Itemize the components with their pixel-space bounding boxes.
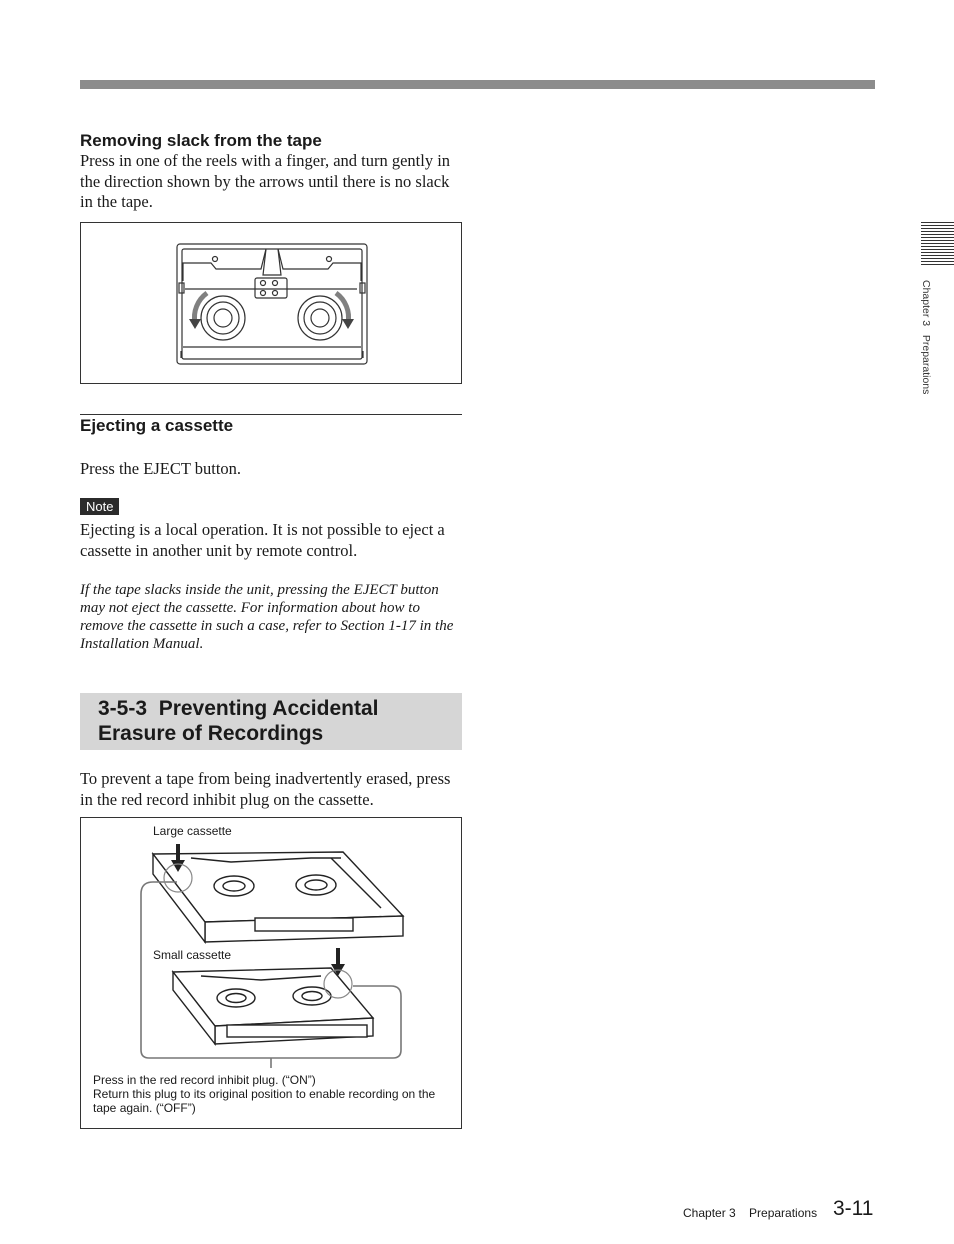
chapter-tab-lines: [921, 222, 954, 268]
section-title-band: [80, 693, 462, 750]
record-inhibit-figure: [80, 817, 462, 1129]
caption-line-1: Press in the red record inhibit plug. (“ON”): [93, 1073, 316, 1087]
eject-italic-note: If the tape slacks inside the unit, pressing the EJECT button may not eject the cassette. For information about how to remove the cassette in such a case, refer to Section 1-17 in the Installation Manual.: [80, 582, 454, 652]
large-cassette-label: Large cassette: [153, 824, 232, 838]
note-badge: Note: [80, 498, 119, 515]
section-title: [98, 696, 458, 746]
footer-chapter: Chapter 3 Preparations: [683, 1206, 818, 1220]
section-title-line-2: Erasure of Recordings: [98, 722, 324, 745]
slack-body: Press in one of the reels with a finger, and turn gently in the direction shown by the arrows until there is no slack in the tape.: [80, 151, 451, 211]
small-cassette-label: Small cassette: [153, 948, 232, 962]
eject-body: Press the EJECT button.: [80, 459, 242, 478]
cassette-reel-illustration: [81, 223, 461, 383]
header-rule: [80, 80, 875, 89]
cassette-reel-figure: [80, 222, 462, 384]
section-divider: [80, 414, 462, 415]
chapter-tab-label: Chapter 3 Preparations: [920, 280, 932, 395]
caption-line-3: tape again. (“OFF”): [93, 1101, 196, 1115]
figure-caption: [93, 1073, 459, 1115]
note-text: Ejecting is a local operation. It is not possible to eject a cassette in another unit by remote control.: [80, 520, 445, 560]
record-inhibit-illustration: [81, 818, 461, 1068]
erasure-body: To prevent a tape from being inadvertently erased, press in the red record inhibit plug on the cassette.: [80, 769, 451, 809]
section-title-line-1: 3-5-3 Preventing Accidental: [98, 697, 379, 720]
caption-line-2: Return this plug to its original position to enable recording on the: [93, 1087, 436, 1101]
eject-heading: Ejecting a cassette: [80, 416, 234, 435]
slack-heading: Removing slack from the tape: [80, 131, 322, 150]
page-number: 3-11: [833, 1197, 874, 1220]
